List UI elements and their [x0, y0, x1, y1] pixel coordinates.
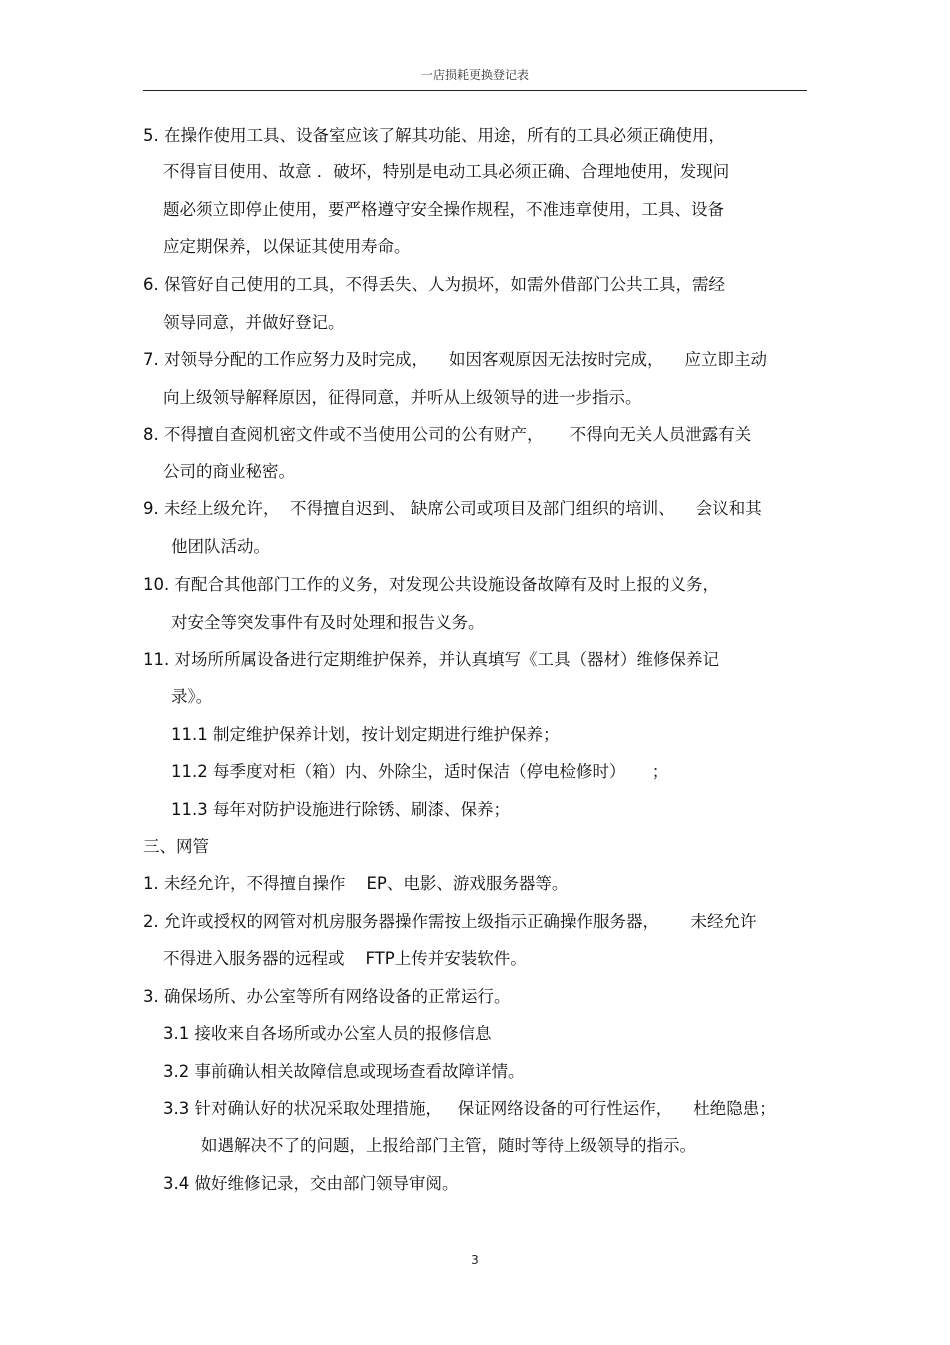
rule-10-line-2: 对安全等突发事件有及时处理和报告义务。: [171, 613, 485, 632]
rule-5-line-1: 5. 在操作使用工具、设备室应该了解其功能、用途，所有的工具必须正确使用，: [143, 126, 725, 145]
rule-10-line-1: 10. 有配合其他部门工作的义务，对发现公共设施设备故障有及时上报的义务，: [143, 575, 719, 594]
rule-9-line-1: 9. 未经上级允许， 不得擅自迟到、 缺席公司或项目及部门组织的培训、 会议和其: [143, 499, 762, 518]
net-rule-3-3-line-2: 如遇解决不了的问题，上报给部门主管，随时等待上级领导的指示。: [201, 1136, 696, 1155]
net-rule-3-2: 3.2 事前确认相关故障信息或现场查看故障详情。: [163, 1062, 525, 1081]
rule-11-3: 11.3 每年对防护设施进行除锈、刷漆、保养；: [171, 800, 510, 819]
net-rule-3: 3. 确保场所、办公室等所有网络设备的正常运行。: [143, 987, 511, 1006]
rule-11-1: 11.1 制定维护保养计划，按计划定期进行维护保养；: [171, 725, 560, 744]
section-heading: 三、网管: [143, 837, 209, 856]
header-divider: [143, 90, 807, 91]
rule-5-line-4: 应定期保养，以保证其使用寿命。: [163, 237, 411, 256]
rule-9-line-2: 他团队活动。: [171, 537, 270, 556]
page-number: 3: [471, 1253, 479, 1267]
net-rule-2-line-2: 不得进入服务器的远程或 FTP上传并安装软件。: [163, 949, 527, 968]
rule-7-line-1: 7. 对领导分配的工作应努力及时完成， 如因客观原因无法按时完成， 应立即主动: [143, 350, 767, 369]
net-rule-3-3-line-1: 3.3 针对确认好的状况采取处理措施， 保证网络设备的可行性运作， 杜绝隐患；: [163, 1099, 776, 1118]
header-title: 一店损耗更换登记表: [420, 68, 529, 82]
net-rule-2-line-1: 2. 允许或授权的网管对机房服务器操作需按上级指示正确操作服务器， 未经允许: [143, 912, 757, 931]
rule-5-line-3: 题必须立即停止使用，要严格遵守安全操作规程，不准违章使用，工具、设备: [163, 200, 724, 219]
rule-11-2: 11.2 每季度对柜（箱）内、外除尘，适时保洁（停电检修时） ；: [171, 762, 669, 781]
net-rule-3-1: 3.1 接收来自各场所或办公室人员的报修信息: [163, 1024, 492, 1043]
rule-7-line-2: 向上级领导解释原因，征得同意，并听从上级领导的进一步指示。: [163, 388, 642, 407]
net-rule-3-4: 3.4 做好维修记录，交由部门领导审阅。: [163, 1174, 459, 1193]
rule-11-line-2: 录》。: [171, 687, 213, 706]
net-rule-1: 1. 未经允许，不得擅自操作 EP、电影、游戏服务器等。: [143, 874, 569, 893]
rule-8-line-2: 公司的商业秘密。: [163, 462, 295, 481]
rule-5-line-2: 不得盲目使用、故意 ．破坏，特别是电动工具必须正确、合理地使用，发现问: [163, 162, 730, 181]
rule-11-line-1: 11. 对场所所属设备进行定期维护保养，并认真填写《工具（器材）维修保养记: [143, 650, 719, 669]
rule-6-line-2: 领导同意，并做好登记。: [163, 313, 345, 332]
rule-6-line-1: 6. 保管好自己使用的工具，不得丢失、人为损坏，如需外借部门公共工具，需经: [143, 275, 725, 294]
rule-8-line-1: 8. 不得擅自查阅机密文件或不当使用公司的公有财产， 不得向无关人员泄露有关: [143, 425, 752, 444]
